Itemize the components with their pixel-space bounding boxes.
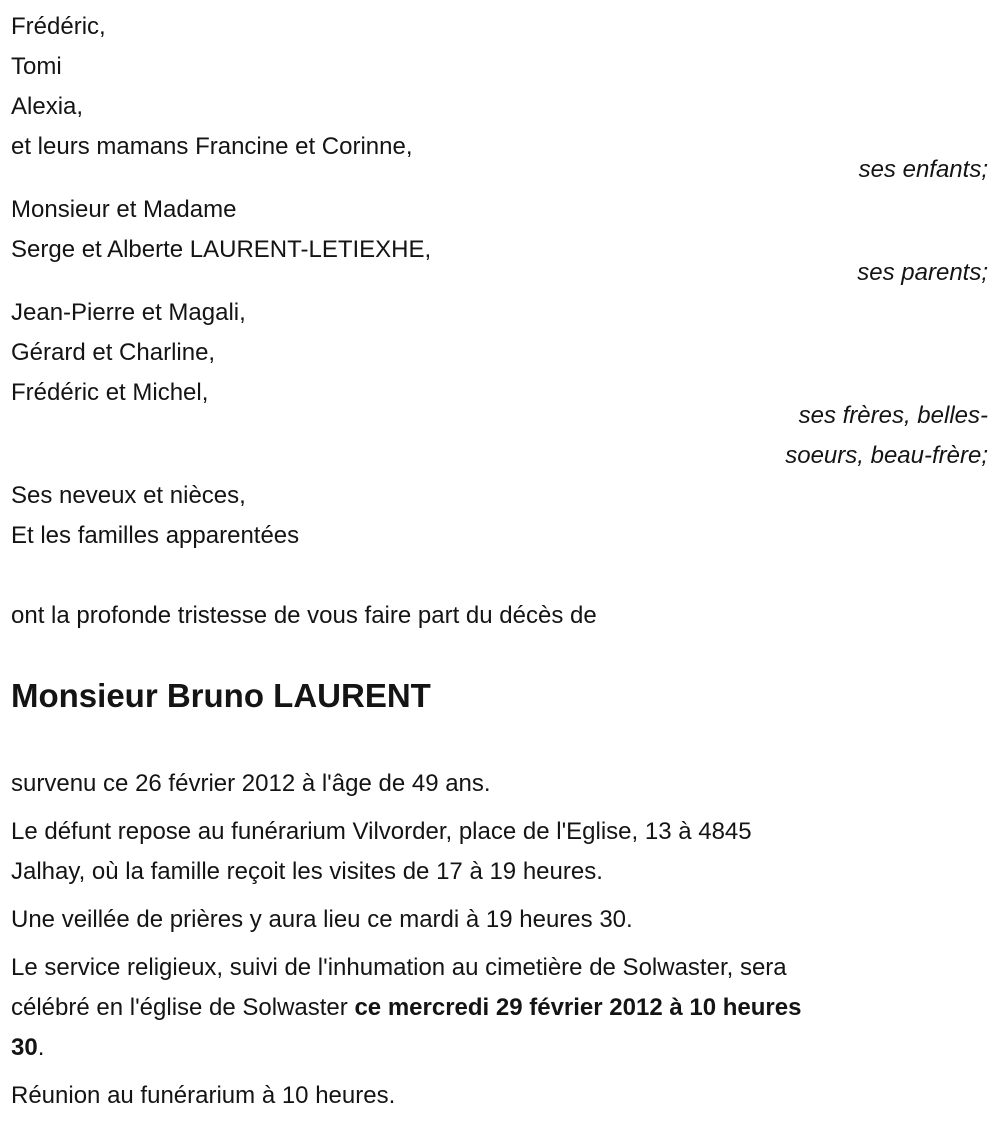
meeting-paragraph — [11, 1076, 988, 1116]
others-group — [11, 476, 988, 556]
family-line: Tomi — [11, 53, 62, 80]
paragraph-line: Une veillée de prières y aura lieu ce mardi à 19 heures 30. — [11, 906, 633, 933]
family-line: Frédéric, — [11, 13, 106, 40]
relation-label: ses frères, belles- — [798, 402, 988, 429]
paragraph-line: Le défunt repose au funérarium Vilvorder, place de l'Eglise, 13 à 4845 — [11, 818, 752, 845]
family-line: Jean-Pierre et Magali, — [11, 299, 246, 326]
visitation-paragraph — [11, 812, 988, 892]
deceased-name: Monsieur Bruno LAURENT — [11, 677, 431, 714]
service-text: célébré en l'église de Solwaster — [11, 994, 355, 1021]
parents-group — [11, 190, 988, 293]
family-line: Serge et Alberte LAURENT-LETIEXHE, — [11, 236, 432, 263]
family-line: Gérard et Charline, — [11, 339, 216, 366]
siblings-group — [11, 293, 988, 476]
paragraph-line: Réunion au funérarium à 10 heures. — [11, 1082, 396, 1109]
children-group — [11, 7, 988, 190]
relation-label: ses parents; — [857, 259, 988, 286]
service-paragraph — [11, 948, 988, 1068]
service-datetime: ce mercredi 29 février 2012 à 10 heures — [354, 994, 802, 1021]
paragraph-line: survenu ce 26 février 2012 à l'âge de 49 ans. — [11, 770, 491, 797]
family-line: et leurs mamans Francine et Corinne, — [11, 133, 413, 160]
paragraph-line: Jalhay, où la famille reçoit les visites de 17 à 19 heures. — [11, 858, 603, 885]
family-line: Alexia, — [11, 93, 84, 120]
service-datetime: 30 — [11, 1034, 38, 1061]
service-text: . — [37, 1034, 45, 1061]
family-line: Monsieur et Madame — [11, 196, 237, 223]
relation-label: ses enfants; — [858, 156, 988, 183]
family-line: Et les familles apparentées — [11, 522, 300, 549]
announcement-intro: ont la profonde tristesse de vous faire part du décès de — [11, 602, 597, 629]
paragraph-line: Le service religieux, suivi de l'inhumation au cimetière de Solwaster, sera — [11, 954, 787, 981]
family-line: Ses neveux et nièces, — [11, 482, 246, 509]
family-line: Frédéric et Michel, — [11, 379, 209, 406]
vigil-paragraph — [11, 900, 988, 940]
paragraph-line — [11, 988, 988, 1028]
death-date-paragraph — [11, 764, 988, 804]
relation-label: soeurs, beau-frère; — [785, 442, 988, 469]
paragraph-line — [11, 1028, 988, 1068]
